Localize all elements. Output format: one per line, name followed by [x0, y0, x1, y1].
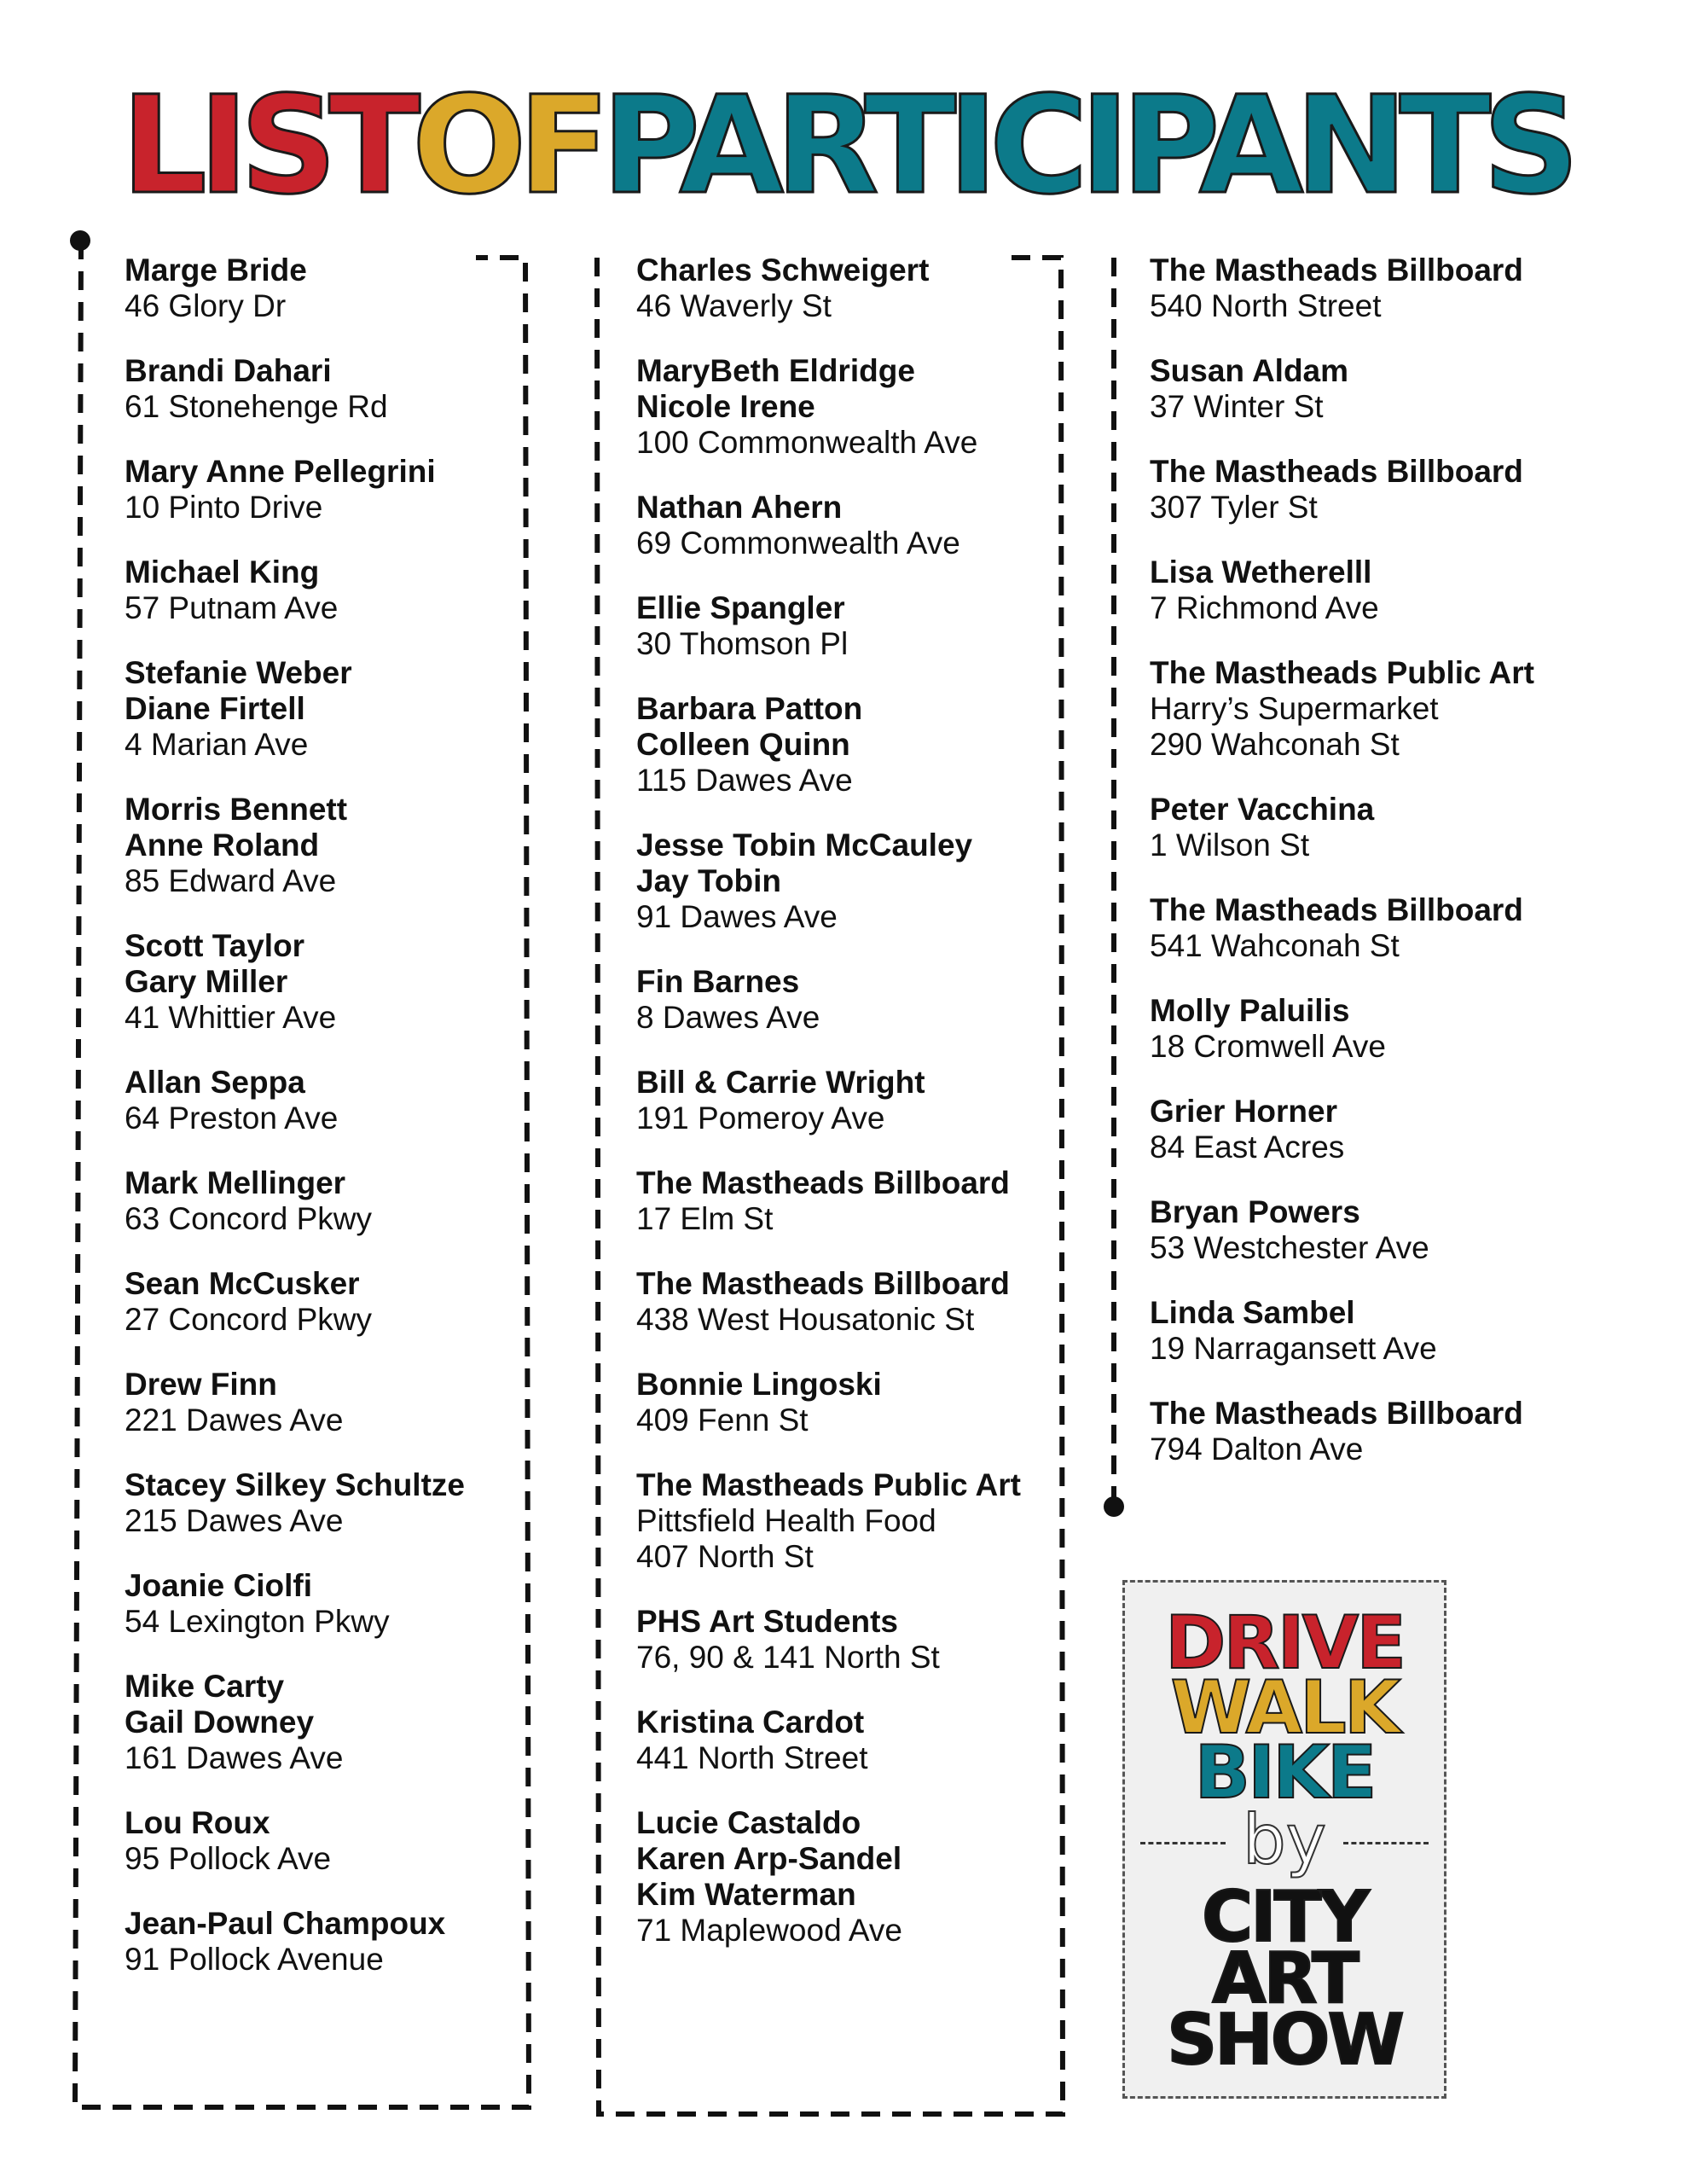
participant-entry: [636, 691, 1021, 799]
participant-entry: [125, 1467, 465, 1539]
participant-entry: [125, 253, 465, 324]
participant-name: Brandi Dahari: [125, 353, 332, 388]
participant-name: Grier Horner: [1150, 1094, 1338, 1129]
participant-entry: [125, 1065, 465, 1136]
participant-name: Anne Roland: [125, 828, 320, 863]
participant-address: 46 Glory Dr: [125, 288, 287, 323]
participant-entry: [636, 1165, 1021, 1237]
participant-name: Mike Carty: [125, 1669, 285, 1704]
title-of: OF: [412, 67, 602, 224]
title-participants: PARTICIPANTS: [601, 67, 1572, 224]
participant-address: 61 Stonehenge Rd: [125, 389, 388, 424]
participant-name: Nicole Irene: [636, 389, 815, 424]
participant-name: Charles Schweigert: [636, 253, 930, 288]
participant-address: 46 Waverly St: [636, 288, 832, 323]
participant-address: 161 Dawes Ave: [125, 1740, 344, 1775]
participant-entry: [636, 1705, 1021, 1776]
participant-name: Jay Tobin: [636, 863, 781, 898]
participant-entry: [125, 1568, 465, 1640]
logo-art: ART: [1212, 1938, 1357, 2019]
participant-entry: [125, 1669, 465, 1776]
logo-bike: BIKE: [1194, 1730, 1375, 1815]
participant-address: 215 Dawes Ave: [125, 1503, 344, 1538]
participant-entry: [125, 928, 465, 1036]
participant-name: PHS Art Students: [636, 1604, 898, 1639]
participant-entry: [636, 253, 1021, 324]
participant-entry: [125, 792, 465, 899]
participant-address: 71 Maplewood Ave: [636, 1913, 902, 1948]
participant-entry: [1150, 1094, 1534, 1165]
participant-name: Jesse Tobin McCauley: [636, 828, 973, 863]
participant-entry: [1150, 892, 1534, 964]
participant-name: Jean-Paul Champoux: [125, 1906, 446, 1941]
participant-entry: [125, 353, 465, 425]
participant-entry: [1150, 655, 1534, 763]
participant-name: Bill & Carrie Wright: [636, 1065, 925, 1100]
participant-name: The Mastheads Billboard: [636, 1165, 1010, 1200]
participant-address: 221 Dawes Ave: [125, 1403, 344, 1438]
participant-address: 540 North Street: [1150, 288, 1382, 323]
participant-name: Lou Roux: [125, 1805, 270, 1840]
route-start-dot: [70, 230, 90, 251]
participant-name: Bryan Powers: [1150, 1194, 1360, 1229]
participant-address: 91 Pollock Avenue: [125, 1942, 384, 1977]
participant-address: 17 Elm St: [636, 1201, 774, 1236]
participant-name: Scott Taylor: [125, 928, 305, 963]
participant-address: 18 Cromwell Ave: [1150, 1029, 1386, 1064]
participant-address: 54 Lexington Pkwy: [125, 1604, 390, 1639]
participant-address: 10 Pinto Drive: [125, 490, 323, 525]
participant-entry: [636, 1266, 1021, 1338]
participant-address: 438 West Housatonic St: [636, 1302, 975, 1337]
participants-column-2: [636, 253, 1021, 1978]
participant-address: 84 East Acres: [1150, 1130, 1345, 1165]
participant-name: Lisa Wetherelll: [1150, 555, 1372, 590]
participant-entry: [636, 1604, 1021, 1676]
participant-entry: [636, 1805, 1021, 1949]
participant-address: 115 Dawes Ave: [636, 763, 853, 798]
participant-name: Kristina Cardot: [636, 1705, 865, 1740]
logo-show: SHOW: [1167, 2000, 1402, 2081]
participant-name: Gary Miller: [125, 964, 288, 999]
participant-name: Joanie Ciolfi: [125, 1568, 312, 1603]
participant-entry: [125, 454, 465, 526]
participants-column-3: [1150, 253, 1534, 1496]
participant-name: Mary Anne Pellegrini: [125, 454, 436, 489]
participant-entry: [636, 1065, 1021, 1136]
route-end-dot: [1104, 1496, 1124, 1517]
participant-name: The Mastheads Public Art: [1150, 655, 1534, 690]
participant-address: 63 Concord Pkwy: [125, 1201, 372, 1236]
participant-address: Pittsfield Health Food: [636, 1503, 936, 1538]
participant-address: 191 Pomeroy Ave: [636, 1101, 885, 1136]
participants-column-1: [125, 253, 465, 2007]
participant-entry: [636, 1367, 1021, 1438]
participant-entry: [1150, 353, 1534, 425]
participant-name: Lucie Castaldo: [636, 1805, 861, 1840]
logo-drive: DRIVE: [1165, 1600, 1404, 1686]
participant-entry: [1150, 1396, 1534, 1467]
participant-name: The Mastheads Billboard: [636, 1266, 1010, 1301]
logo-city: CITY: [1201, 1877, 1367, 1958]
participant-entry: [1150, 1295, 1534, 1367]
participant-name: Barbara Patton: [636, 691, 863, 726]
participant-name: Nathan Ahern: [636, 490, 843, 525]
logo-by: by: [1242, 1800, 1327, 1879]
participant-entry: [636, 353, 1021, 461]
participant-name: Drew Finn: [125, 1367, 277, 1402]
participant-address: 541 Wahconah St: [1150, 928, 1400, 963]
participant-address: 1 Wilson St: [1150, 828, 1310, 863]
participant-entry: [1150, 1194, 1534, 1266]
logo-walk: WALK: [1170, 1665, 1399, 1751]
participant-address: 290 Wahconah St: [1150, 727, 1400, 762]
participant-address: 19 Narragansett Ave: [1150, 1331, 1437, 1366]
participant-name: Morris Bennett: [125, 792, 348, 827]
participant-address: 91 Dawes Ave: [636, 899, 838, 934]
participant-entry: [125, 1266, 465, 1338]
participant-entry: [636, 1467, 1021, 1575]
participant-entry: [636, 490, 1021, 561]
participant-name: Kim Waterman: [636, 1877, 856, 1912]
participant-name: Karen Arp-Sandel: [636, 1841, 902, 1876]
participant-name: Colleen Quinn: [636, 727, 850, 762]
participant-name: Michael King: [125, 555, 320, 590]
participant-name: The Mastheads Billboard: [1150, 454, 1523, 489]
participant-entry: [125, 1906, 465, 1978]
participant-entry: [125, 1367, 465, 1438]
participant-entry: [1150, 792, 1534, 863]
participant-address: 100 Commonwealth Ave: [636, 425, 978, 460]
participant-address: 441 North Street: [636, 1740, 868, 1775]
participant-address: 8 Dawes Ave: [636, 1000, 820, 1035]
participant-address: 64 Preston Ave: [125, 1101, 339, 1136]
participant-name: Bonnie Lingoski: [636, 1367, 882, 1402]
participant-address: 76, 90 & 141 North St: [636, 1640, 940, 1675]
participant-entry: [636, 590, 1021, 662]
participant-address: 7 Richmond Ave: [1150, 590, 1379, 625]
participant-address: 407 North St: [636, 1539, 814, 1574]
participant-name: Gail Downey: [125, 1705, 315, 1740]
participant-address: 409 Fenn St: [636, 1403, 809, 1438]
participant-address: 37 Winter St: [1150, 389, 1324, 424]
participant-name: Sean McCusker: [125, 1266, 360, 1301]
participant-entry: [1150, 993, 1534, 1065]
participant-address: 95 Pollock Ave: [125, 1841, 332, 1876]
participant-address: 53 Westchester Ave: [1150, 1230, 1429, 1265]
participant-address: 41 Whittier Ave: [125, 1000, 337, 1035]
participant-name: The Mastheads Billboard: [1150, 1396, 1523, 1431]
participant-entry: [1150, 555, 1534, 626]
drive-walk-bike-logo: [1122, 1580, 1446, 2099]
participant-address: 27 Concord Pkwy: [125, 1302, 372, 1337]
participant-address: 794 Dalton Ave: [1150, 1432, 1364, 1467]
participant-address: 30 Thomson Pl: [636, 626, 849, 661]
participant-name: Mark Mellinger: [125, 1165, 346, 1200]
participant-entry: [125, 655, 465, 763]
participant-name: The Mastheads Billboard: [1150, 892, 1523, 927]
participant-name: Stacey Silkey Schultze: [125, 1467, 465, 1502]
participant-name: Fin Barnes: [636, 964, 800, 999]
participant-entry: [636, 964, 1021, 1036]
participant-entry: [125, 1165, 465, 1237]
participant-entry: [1150, 454, 1534, 526]
participant-address: 307 Tyler St: [1150, 490, 1318, 525]
participant-name: Ellie Spangler: [636, 590, 845, 625]
participant-name: Linda Sambel: [1150, 1295, 1355, 1330]
participant-entry: [1150, 253, 1534, 324]
participant-name: The Mastheads Public Art: [636, 1467, 1021, 1502]
participant-name: MaryBeth Eldridge: [636, 353, 915, 388]
participant-name: Allan Seppa: [125, 1065, 305, 1100]
participant-entry: [125, 555, 465, 626]
participant-address: Harry’s Supermarket: [1150, 691, 1439, 726]
participant-name: Peter Vacchina: [1150, 792, 1375, 827]
participant-address: 85 Edward Ave: [125, 863, 337, 898]
participant-name: Marge Bride: [125, 253, 307, 288]
title-list: LIST: [121, 67, 413, 224]
participant-name: The Mastheads Billboard: [1150, 253, 1523, 288]
participant-address: 4 Marian Ave: [125, 727, 309, 762]
participant-name: Stefanie Weber: [125, 655, 352, 690]
participant-entry: [636, 828, 1021, 935]
participant-address: 69 Commonwealth Ave: [636, 526, 960, 561]
participant-entry: [125, 1805, 465, 1877]
participant-address: 57 Putnam Ave: [125, 590, 339, 625]
participant-name: Diane Firtell: [125, 691, 305, 726]
participant-name: Molly Paluilis: [1150, 993, 1350, 1028]
participant-name: Susan Aldam: [1150, 353, 1349, 388]
